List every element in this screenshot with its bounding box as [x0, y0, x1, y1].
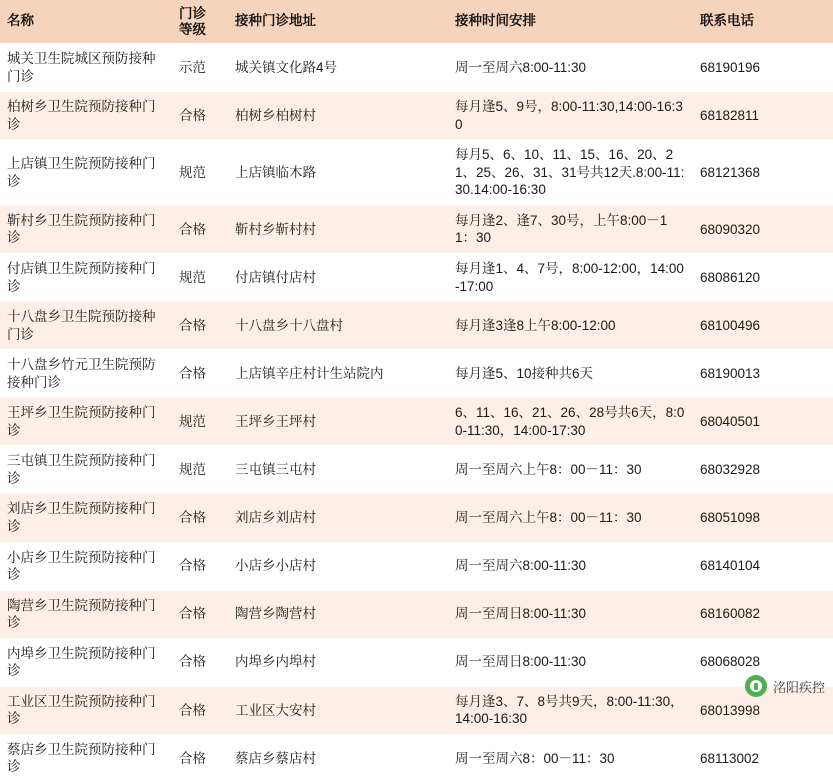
clinic-address: 小店乡小店村 [228, 542, 448, 590]
clinic-level: 合格 [172, 542, 228, 590]
clinic-schedule: 周一至周六8：00－11：30 [448, 734, 693, 782]
clinic-phone: 68040501 [693, 398, 833, 446]
table-row [0, 302, 833, 350]
clinic-phone: 68140104 [693, 542, 833, 590]
clinic-name: 三屯镇卫生院预防接种门诊 [0, 446, 172, 494]
clinic-address: 上店镇辛庄村计生站院内 [228, 350, 448, 398]
table-row [0, 398, 833, 446]
clinic-level: 规范 [172, 446, 228, 494]
shield-check-icon [745, 675, 767, 697]
column-header-phone: 联系电话 [693, 0, 833, 44]
clinic-address: 城关镇文化路4号 [228, 44, 448, 92]
clinic-address: 王坪乡王坪村 [228, 398, 448, 446]
clinic-address: 陶营乡陶营村 [228, 590, 448, 638]
clinic-name: 王坪乡卫生院预防接种门诊 [0, 398, 172, 446]
table-row [0, 590, 833, 638]
clinic-phone: 68160082 [693, 590, 833, 638]
clinic-name: 城关卫生院城区预防接种门诊 [0, 44, 172, 92]
clinic-schedule: 每月逢3逢8上午8:00-12:00 [448, 302, 693, 350]
clinic-level: 合格 [172, 638, 228, 686]
clinic-name: 刘店乡卫生院预防接种门诊 [0, 494, 172, 542]
column-header-level [172, 0, 228, 44]
clinic-phone: 68090320 [693, 205, 833, 253]
clinic-schedule: 周一至周日8:00-11:30 [448, 638, 693, 686]
clinic-address: 十八盘乡十八盘村 [228, 302, 448, 350]
clinic-level: 合格 [172, 590, 228, 638]
clinic-level: 规范 [172, 253, 228, 301]
clinic-schedule: 每月逢5、9号，8:00-11:30,14:00-16:30 [448, 92, 693, 140]
clinic-phone: 68121368 [693, 140, 833, 206]
table-row [0, 253, 833, 301]
clinic-name: 柏树乡卫生院预防接种门诊 [0, 92, 172, 140]
column-header-level-line1: 门诊 [179, 6, 206, 21]
clinic-phone: 68086120 [693, 253, 833, 301]
clinic-address: 付店镇付店村 [228, 253, 448, 301]
clinic-name: 十八盘乡竹元卫生院预防接种门诊 [0, 350, 172, 398]
clinic-name: 小店乡卫生院预防接种门诊 [0, 542, 172, 590]
clinic-name: 十八盘乡卫生院预防接种门诊 [0, 302, 172, 350]
clinic-phone: 68100496 [693, 302, 833, 350]
clinic-schedule: 周一至周六8:00-11:30 [448, 44, 693, 92]
clinic-phone: 68032928 [693, 446, 833, 494]
clinic-schedule: 每月逢3、7、8号共9天，8:00-11:30，14:00-16:30 [448, 686, 693, 734]
clinic-schedule: 每月5、6、10、11、15、16、20、21、25、26、31、31号共12天.8:00-11:30.14:00-16:30 [448, 140, 693, 206]
clinic-phone: 68068028 [693, 638, 833, 686]
table-row [0, 734, 833, 782]
clinic-level: 合格 [172, 92, 228, 140]
watermark-label: 洺阳疾控 [772, 679, 825, 695]
clinic-phone: 68113002 [693, 734, 833, 782]
clinic-phone: 68182811 [693, 92, 833, 140]
clinic-phone: 68013998 [693, 686, 833, 734]
clinic-level: 合格 [172, 205, 228, 253]
table-row [0, 542, 833, 590]
table-row [0, 494, 833, 542]
clinic-schedule: 每月逢2、逢7、30号，上午8:00－11：30 [448, 205, 693, 253]
clinic-level: 合格 [172, 350, 228, 398]
clinic-name: 陶营乡卫生院预防接种门诊 [0, 590, 172, 638]
table-header-row [0, 0, 833, 44]
table-header [0, 0, 833, 44]
clinic-name: 内埠乡卫生院预防接种门诊 [0, 638, 172, 686]
column-header-name: 名称 [0, 0, 172, 44]
clinic-phone: 68051098 [693, 494, 833, 542]
clinic-name: 上店镇卫生院预防接种门诊 [0, 140, 172, 206]
table-row [0, 205, 833, 253]
clinic-address: 工业区大安村 [228, 686, 448, 734]
clinic-phone: 68190013 [693, 350, 833, 398]
clinic-schedule: 每月逢5、10接种共6天 [448, 350, 693, 398]
table-row [0, 140, 833, 206]
clinic-address: 刘店乡刘店村 [228, 494, 448, 542]
clinic-schedule: 周一至周日8:00-11:30 [448, 590, 693, 638]
clinic-name: 靳村乡卫生院预防接种门诊 [0, 205, 172, 253]
column-header-level-line2: 等级 [179, 21, 206, 37]
clinic-address: 柏树乡柏树村 [228, 92, 448, 140]
watermark [745, 675, 825, 697]
table-row [0, 44, 833, 92]
table-row [0, 446, 833, 494]
clinic-schedule: 周一至周六8:00-11:30 [448, 542, 693, 590]
clinic-address: 上店镇临木路 [228, 140, 448, 206]
clinic-level: 合格 [172, 494, 228, 542]
clinic-level: 合格 [172, 686, 228, 734]
table-row [0, 92, 833, 140]
table-row [0, 686, 833, 734]
clinic-address: 蔡店乡蔡店村 [228, 734, 448, 782]
table-row [0, 638, 833, 686]
clinic-address: 三屯镇三屯村 [228, 446, 448, 494]
clinic-schedule: 每月逢1、4、7号，8:00-12:00，14:00-17:00 [448, 253, 693, 301]
clinic-level: 示范 [172, 44, 228, 92]
clinic-schedule: 周一至周六上午8：00－11：30 [448, 494, 693, 542]
clinic-address: 内埠乡内埠村 [228, 638, 448, 686]
column-header-schedule: 接种时间安排 [448, 0, 693, 44]
clinic-phone: 68190196 [693, 44, 833, 92]
clinic-address: 靳村乡靳村村 [228, 205, 448, 253]
clinic-level: 合格 [172, 302, 228, 350]
clinic-level: 规范 [172, 140, 228, 206]
clinic-schedule: 6、11、16、21、26、28号共6天，8:00-11:30，14:00-17:30 [448, 398, 693, 446]
column-header-address: 接种门诊地址 [228, 0, 448, 44]
clinic-name: 蔡店乡卫生院预防接种门诊 [0, 734, 172, 782]
clinic-name: 付店镇卫生院预防接种门诊 [0, 253, 172, 301]
clinic-schedule: 周一至周六上午8：00－11：30 [448, 446, 693, 494]
table-row [0, 350, 833, 398]
clinic-level: 规范 [172, 398, 228, 446]
clinic-name: 工业区卫生院预防接种门诊 [0, 686, 172, 734]
clinic-level: 合格 [172, 734, 228, 782]
table-body [0, 44, 833, 783]
